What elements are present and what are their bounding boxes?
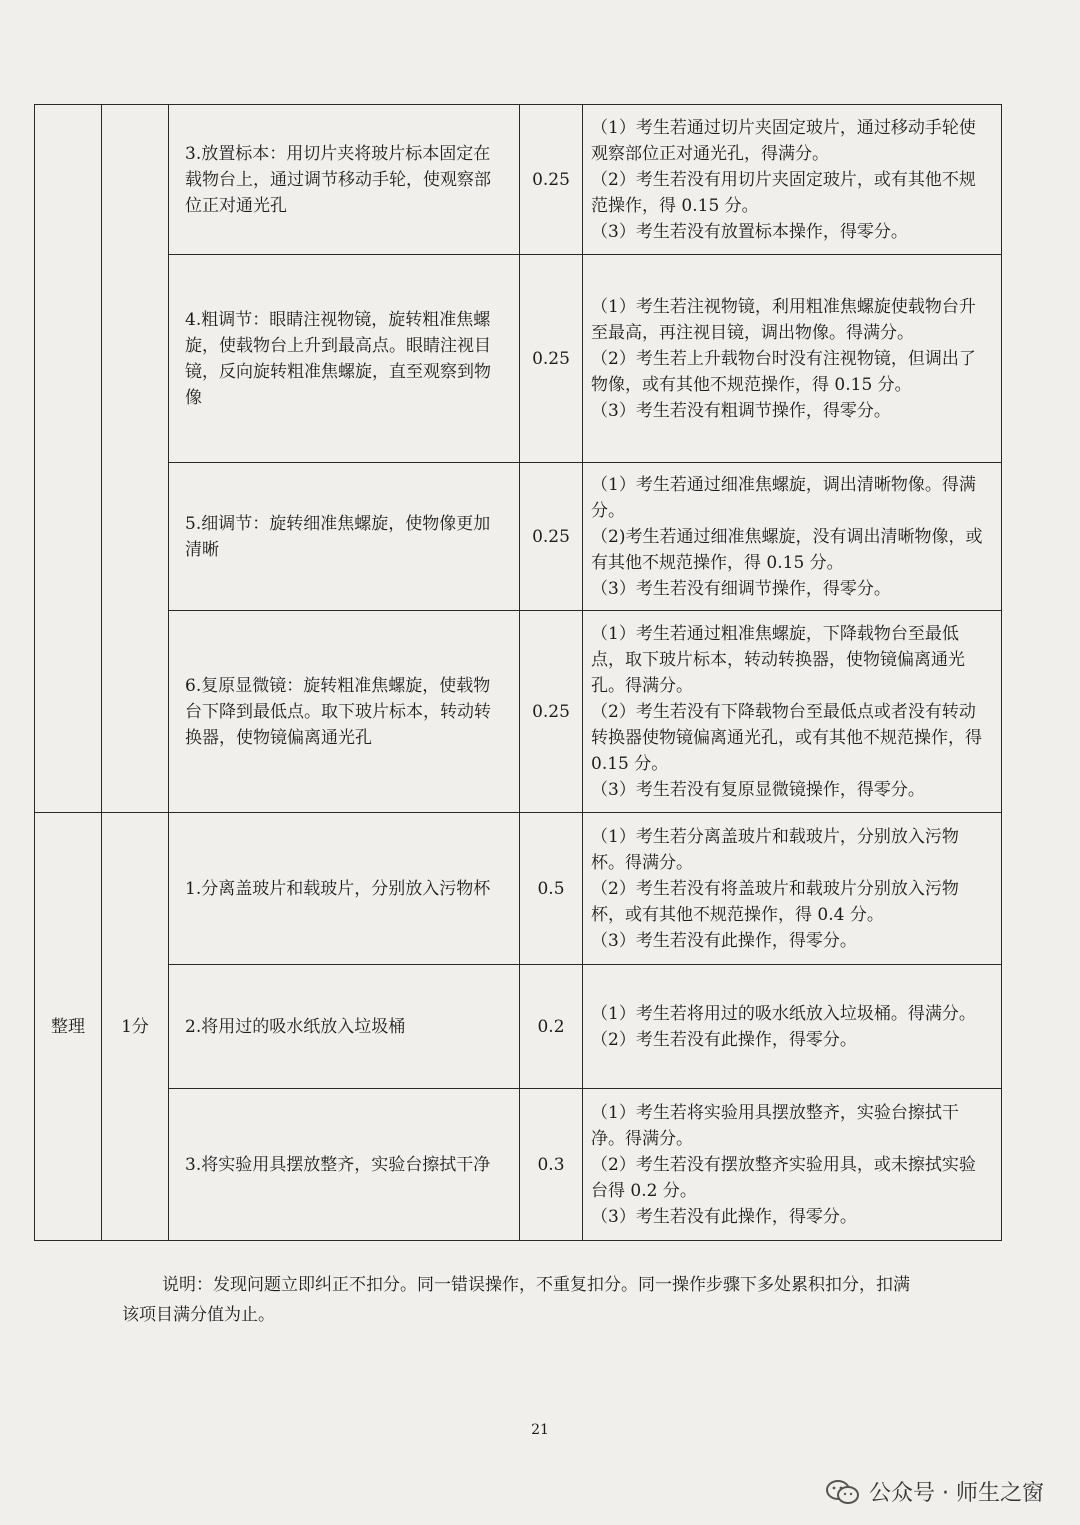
criteria-cell — [583, 611, 1002, 813]
criteria-cell — [583, 463, 1002, 611]
score-cell: 0.3 — [520, 1089, 583, 1241]
points-cell: 1分 — [102, 813, 169, 1241]
criteria-line: （1）考生若通过细准焦螺旋，调出清晰物像。得满分。 — [591, 474, 976, 521]
table-row — [35, 255, 1002, 463]
score-cell: 0.2 — [520, 965, 583, 1089]
criteria-line: （3）考生若没有粗调节操作，得零分。 — [591, 400, 891, 421]
criteria-line: （2）考生若没有下降载物台至最低点或者没有转动转换器使物镜偏离通光孔，或有其他不规范操作，得 0.15 分。 — [591, 701, 982, 774]
table-row — [35, 813, 1002, 965]
explanation-note: 说明：发现问题立即纠正不扣分。同一错误操作，不重复扣分。同一操作步骤下多处累积扣分，扣满该项目满分值为止。 — [122, 1275, 910, 1325]
step-cell: 1.分离盖玻片和载玻片，分别放入污物杯 — [169, 813, 520, 965]
wechat-icon — [825, 1478, 861, 1506]
criteria-line: （3）考生若没有此操作，得零分。 — [591, 1206, 857, 1227]
score-cell: 0.25 — [520, 105, 583, 255]
step-cell: 6.复原显微镜：旋转粗准焦螺旋，使载物台下降到最低点。取下玻片标本，转动转换器，使物镜偏离通光孔 — [169, 611, 520, 813]
category-cell: 整理 — [35, 813, 102, 1241]
step-cell: 2.将用过的吸水纸放入垃圾桶 — [169, 965, 520, 1089]
criteria-line: （3）考生若没有复原显微镜操作，得零分。 — [591, 779, 925, 800]
criteria-line: （1）考生若注视物镜，利用粗准焦螺旋使载物台升至最高，再注视目镜，调出物像。得满分。 — [591, 296, 976, 343]
criteria-line: （2）考生若没有将盖玻片和载玻片分别放入污物杯，或有其他不规范操作，得 0.4 分。 — [591, 878, 959, 925]
score-cell: 0.25 — [520, 611, 583, 813]
criteria-cell — [583, 105, 1002, 255]
criteria-line: （2）考生若没有此操作，得零分。 — [591, 1029, 857, 1050]
step-cell: 5.细调节：旋转细准焦螺旋，使物像更加清晰 — [169, 463, 520, 611]
criteria-line: （1）考生若将用过的吸水纸放入垃圾桶。得满分。 — [591, 1003, 976, 1024]
table-row — [35, 965, 1002, 1089]
step-cell: 4.粗调节：眼睛注视物镜，旋转粗准焦螺旋，使载物台上升到最高点。眼睛注视目镜，反向旋转粗准焦螺旋，直至观察到物像 — [169, 255, 520, 463]
table-row — [35, 1089, 1002, 1241]
category-cell-empty — [35, 105, 102, 813]
criteria-line: （1）考生若将实验用具摆放整齐，实验台擦拭干净。得满分。 — [591, 1102, 959, 1149]
criteria-line: （2）考生若没有用切片夹固定玻片，或有其他不规范操作，得 0.15 分。 — [591, 169, 976, 216]
points-cell-empty — [102, 105, 169, 813]
criteria-line: （2）考生若上升载物台时没有注视物镜，但调出了物像，或有其他不规范操作，得 0.15 分。 — [591, 348, 976, 395]
watermark-text: 公众号 · 师生之窗 — [869, 1481, 1044, 1506]
criteria-line: （2）考生若没有摆放整齐实验用具，或未擦拭实验台得 0.2 分。 — [591, 1154, 976, 1201]
score-cell: 0.25 — [520, 463, 583, 611]
criteria-line: （1）考生若通过切片夹固定玻片，通过移动手轮使观察部位正对通光孔，得满分。 — [591, 117, 976, 164]
criteria-line: （3）考生若没有细调节操作，得零分。 — [591, 578, 891, 599]
criteria-line: （3）考生若没有此操作，得零分。 — [591, 930, 857, 951]
score-cell: 0.5 — [520, 813, 583, 965]
scoring-table — [34, 104, 1002, 1241]
criteria-cell — [583, 813, 1002, 965]
criteria-line: （1）考生若通过粗准焦螺旋，下降载物台至最低点，取下玻片标本，转动转换器，使物镜偏离通光孔。得满分。 — [591, 623, 965, 696]
criteria-cell — [583, 1089, 1002, 1241]
table-row — [35, 463, 1002, 611]
criteria-line: （1）考生若分离盖玻片和载玻片，分别放入污物杯。得满分。 — [591, 826, 959, 873]
criteria-cell — [583, 255, 1002, 463]
score-cell: 0.25 — [520, 255, 583, 463]
table-row — [35, 611, 1002, 813]
table-row — [35, 105, 1002, 255]
criteria-cell — [583, 965, 1002, 1089]
criteria-line: （3）考生若没有放置标本操作，得零分。 — [591, 221, 908, 242]
page-number: 21 — [531, 1422, 549, 1438]
step-cell: 3.将实验用具摆放整齐，实验台擦拭干净 — [169, 1089, 520, 1241]
watermark — [825, 1476, 1044, 1507]
step-cell: 3.放置标本：用切片夹将玻片标本固定在载物台上，通过调节移动手轮，使观察部位正对通光孔 — [169, 105, 520, 255]
criteria-line: （2)考生若通过细准焦螺旋，没有调出清晰物像，或有其他不规范操作，得 0.15 分。 — [591, 526, 983, 573]
